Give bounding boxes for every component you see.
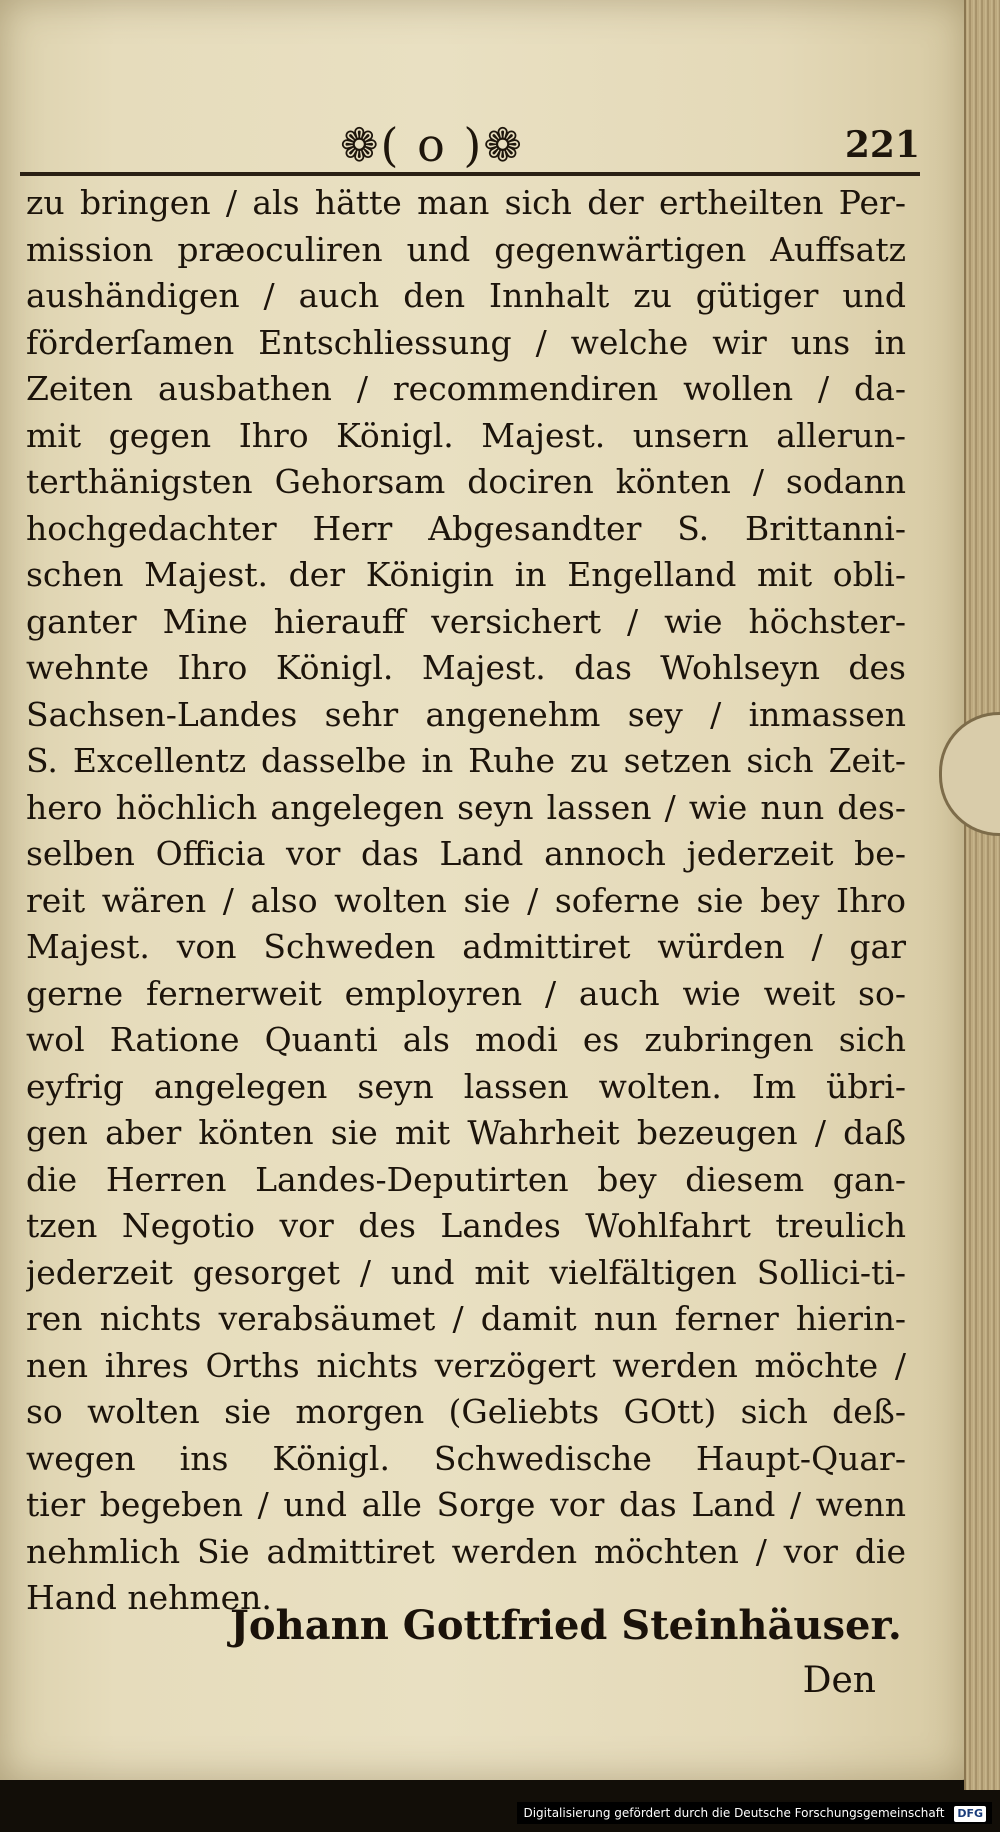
text-line: wol Ratione Quanti als modi es zubringen sich <box>26 1020 906 1059</box>
text-line: reit wären / also wolten sie / soferne sie bey Ihro <box>26 880 906 920</box>
text-line: förderſamen Entschliessung / welche wir uns in <box>26 322 906 362</box>
text-line: eyfrig angelegen seyn lassen wolten. Im übri- <box>26 1066 906 1106</box>
text-line: S. Excellentz dasselbe in Ruhe zu setzen sich Zeit- <box>26 741 906 780</box>
text-line: Majest. von Schweden admittiret würden / gar <box>26 927 906 966</box>
body-text <box>26 180 906 1622</box>
signature: Johann Gottfried Steinhäuser. <box>230 1602 902 1649</box>
text-line: Zeiten ausbathen / recommendiren wollen / da- <box>26 369 906 408</box>
text-line: gerne fernerweit employren / auch wie weit so- <box>26 973 906 1013</box>
header-ornament: ❁( o )❁ <box>340 118 524 172</box>
text-line: Hand nehmen. <box>26 1578 272 1617</box>
text-line: so wolten sie morgen (Geliebts GOtt) sich deß- <box>26 1392 906 1431</box>
text-line: selben Officia vor das Land annoch jederzeit be- <box>26 834 906 873</box>
text-line: wehnte Ihro Königl. Majest. das Wohlseyn des <box>26 648 906 687</box>
text-line: terthänigsten Gehorsam dociren könten / sodann <box>26 462 906 501</box>
text-line: jederzeit gesorget / und mit vielfältigen Sollici-ti- <box>26 1252 906 1292</box>
text-line: tier begeben / und alle Sorge vor das Land / wenn <box>26 1485 906 1524</box>
header-rule <box>20 172 920 176</box>
page-edge <box>964 0 1000 1790</box>
text-line: ren nichts verabsäumet / damit nun ferner hierin- <box>26 1299 906 1338</box>
text-line: Sachsen-Landes sehr angenehm sey / inmassen <box>26 694 906 734</box>
credit-text: Digitalisierung gefördert durch die Deutsche Forschungsgemeinschaft <box>523 1806 945 1820</box>
digitization-credit <box>517 1802 992 1824</box>
text-line: aushändigen / auch den Innhalt zu gütiger und <box>26 276 906 315</box>
text-line: mission præoculiren und gegenwärtigen Auffsatz <box>26 229 906 269</box>
text-line: schen Majest. der Königin in Engelland mit obli- <box>26 555 906 594</box>
text-line: zu bringen / als hätte man sich der ertheilten Per- <box>26 183 906 222</box>
text-line: nehmlich Sie admittiret werden möchten / vor die <box>26 1531 906 1571</box>
text-line: wegen ins Königl. Schwedische Haupt-Quar- <box>26 1438 906 1478</box>
text-line: ganter Mine hierauff versichert / wie höchster- <box>26 601 906 641</box>
text-line: mit gegen Ihro Königl. Majest. unsern allerun- <box>26 415 906 455</box>
text-line: hero höchlich angelegen seyn lassen / wie nun des- <box>26 787 906 827</box>
catchword: Den <box>802 1660 876 1701</box>
page-number: 221 <box>844 124 920 166</box>
dfg-logo: DFG <box>954 1806 986 1822</box>
text-line: gen aber könten sie mit Wahrheit bezeugen / daß <box>26 1113 906 1152</box>
text-line: nen ihres Orths nichts verzögert werden möchte / <box>26 1345 906 1385</box>
text-line: die Herren Landes-Deputirten bey diesem gan- <box>26 1159 906 1199</box>
text-line: hochgedachter Herr Abgesandter S. Brittanni- <box>26 508 906 548</box>
page-header <box>20 118 920 178</box>
text-line: tzen Negotio vor des Landes Wohlfahrt treulich <box>26 1206 906 1245</box>
